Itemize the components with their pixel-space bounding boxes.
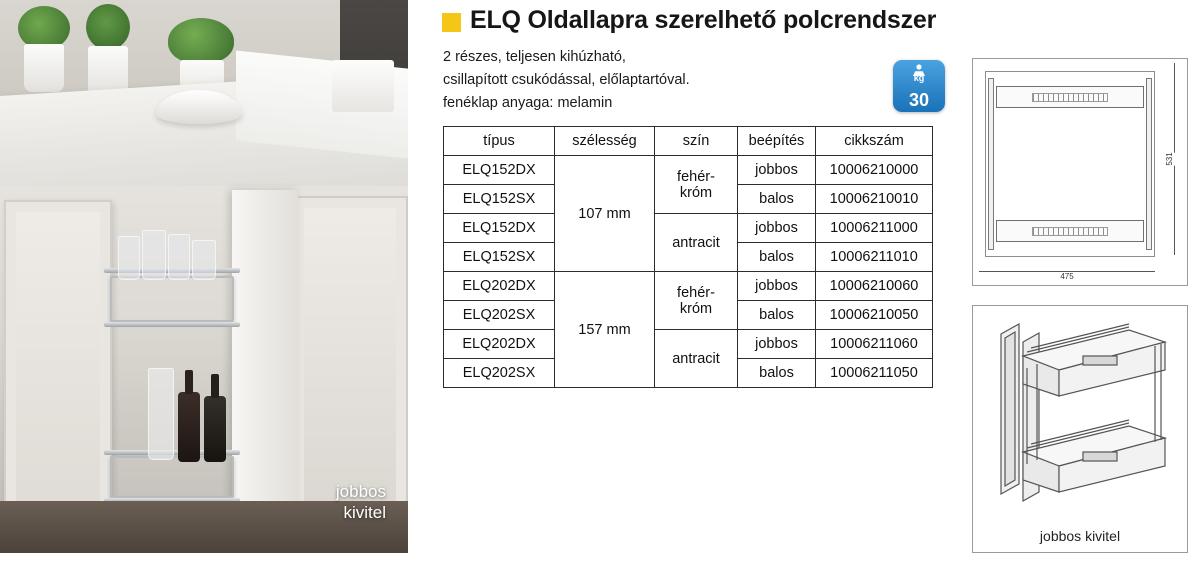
table-row bbox=[444, 272, 933, 301]
photo-caption-line1: jobbos bbox=[335, 482, 386, 501]
page-title-text: ELQ Oldallapra szerelhető polcrendszer bbox=[470, 6, 937, 34]
load-capacity-badge bbox=[893, 60, 945, 112]
szin-part-1: fehér- bbox=[677, 284, 715, 301]
cell-cikkszam: 10006210000 bbox=[816, 156, 933, 185]
cell-tipus: ELQ202SX bbox=[444, 301, 555, 330]
bullet-square-icon bbox=[442, 13, 461, 32]
cell-beepites: jobbos bbox=[738, 156, 816, 185]
glass bbox=[192, 240, 216, 280]
product-description bbox=[443, 46, 690, 115]
bottle-clear bbox=[148, 368, 174, 460]
cell-szelesseg: 107 mm bbox=[555, 156, 655, 272]
drawing-shelf-grid bbox=[1032, 227, 1108, 236]
cell-cikkszam: 10006211050 bbox=[816, 359, 933, 388]
szin-part-2: króm bbox=[679, 184, 713, 201]
cell-tipus: ELQ202DX bbox=[444, 272, 555, 301]
plant-foliage-icon bbox=[86, 4, 130, 50]
basket-rail bbox=[104, 322, 240, 327]
product-variants-table bbox=[443, 126, 933, 388]
column-header-beepites: beépítés bbox=[738, 127, 816, 156]
cell-cikkszam: 10006210050 bbox=[816, 301, 933, 330]
cell-beepites: jobbos bbox=[738, 330, 816, 359]
cell-szin: antracit bbox=[655, 214, 738, 272]
column-header-cikkszam: cikkszám bbox=[816, 127, 933, 156]
column-header-tipus: típus bbox=[444, 127, 555, 156]
plant-foliage-icon bbox=[168, 18, 234, 64]
technical-drawing-panel bbox=[972, 58, 1188, 286]
glass bbox=[118, 236, 140, 280]
table-row bbox=[444, 214, 933, 243]
cell-cikkszam: 10006211060 bbox=[816, 330, 933, 359]
column-header-szin: szín bbox=[655, 127, 738, 156]
cell-beepites: balos bbox=[738, 301, 816, 330]
description-line-1: 2 részes, teljesen kihúzható, bbox=[443, 49, 626, 65]
product-isometric-icon bbox=[979, 312, 1183, 522]
dimension-height bbox=[1164, 59, 1184, 259]
table-header-row bbox=[444, 127, 933, 156]
table-row bbox=[444, 156, 933, 185]
cell-szelesseg: 157 mm bbox=[555, 272, 655, 388]
cell-tipus: ELQ152SX bbox=[444, 185, 555, 214]
table-row bbox=[444, 330, 933, 359]
drawing-upper-shelf bbox=[996, 86, 1144, 108]
lower-basket bbox=[110, 456, 234, 498]
bottle-dark bbox=[204, 396, 226, 462]
cell-tipus: ELQ152SX bbox=[444, 243, 555, 272]
cell-cikkszam: 10006211000 bbox=[816, 214, 933, 243]
product-photo bbox=[0, 0, 408, 553]
drawing-unit-frame bbox=[985, 71, 1155, 257]
drawing-side-rail-left bbox=[988, 78, 994, 250]
cell-szin bbox=[655, 156, 738, 214]
glass bbox=[168, 234, 190, 280]
cell-beepites: balos bbox=[738, 185, 816, 214]
photo-caption-line2: kivitel bbox=[343, 503, 386, 522]
photo-caption bbox=[336, 481, 386, 523]
description-line-3: fenéklap anyaga: melamin bbox=[443, 95, 613, 111]
cell-szin bbox=[655, 272, 738, 330]
cell-cikkszam: 10006210010 bbox=[816, 185, 933, 214]
drawing-lower-shelf bbox=[996, 220, 1144, 242]
load-unit: kg bbox=[913, 73, 925, 83]
photo-pullout-front-panel bbox=[232, 190, 298, 540]
drawing-shelf-grid bbox=[1032, 93, 1108, 102]
photo-cabinet-door-left bbox=[4, 200, 112, 530]
dimension-width-label: 475 bbox=[1057, 272, 1076, 281]
cell-cikkszam: 10006210060 bbox=[816, 272, 933, 301]
cell-beepites: balos bbox=[738, 243, 816, 272]
bottle-dark bbox=[178, 392, 200, 462]
cell-beepites: jobbos bbox=[738, 214, 816, 243]
cell-tipus: ELQ152DX bbox=[444, 214, 555, 243]
szin-part-1: fehér- bbox=[677, 168, 715, 185]
column-header-szelesseg: szélesség bbox=[555, 127, 655, 156]
glass bbox=[142, 230, 166, 280]
cell-szin: antracit bbox=[655, 330, 738, 388]
szin-part-2: króm bbox=[679, 300, 713, 317]
load-value: 30 bbox=[908, 90, 930, 110]
drawing-side-rail-right bbox=[1146, 78, 1152, 250]
dimension-height-label: 531 bbox=[1165, 152, 1175, 166]
page-title bbox=[442, 6, 936, 35]
cell-cikkszam: 10006211010 bbox=[816, 243, 933, 272]
decor-box bbox=[332, 60, 394, 112]
plant-pot bbox=[24, 44, 64, 92]
cell-tipus: ELQ152DX bbox=[444, 156, 555, 185]
isometric-caption: jobbos kivitel bbox=[1039, 528, 1121, 544]
description-line-2: csillapított csukódással, előlaptartóval. bbox=[443, 72, 690, 88]
isometric-drawing-panel bbox=[972, 305, 1188, 553]
cell-beepites: balos bbox=[738, 359, 816, 388]
cell-tipus: ELQ202SX bbox=[444, 359, 555, 388]
cell-tipus: ELQ202DX bbox=[444, 330, 555, 359]
upper-basket bbox=[110, 276, 234, 322]
dimension-width bbox=[973, 267, 1161, 283]
cell-beepites: jobbos bbox=[738, 272, 816, 301]
